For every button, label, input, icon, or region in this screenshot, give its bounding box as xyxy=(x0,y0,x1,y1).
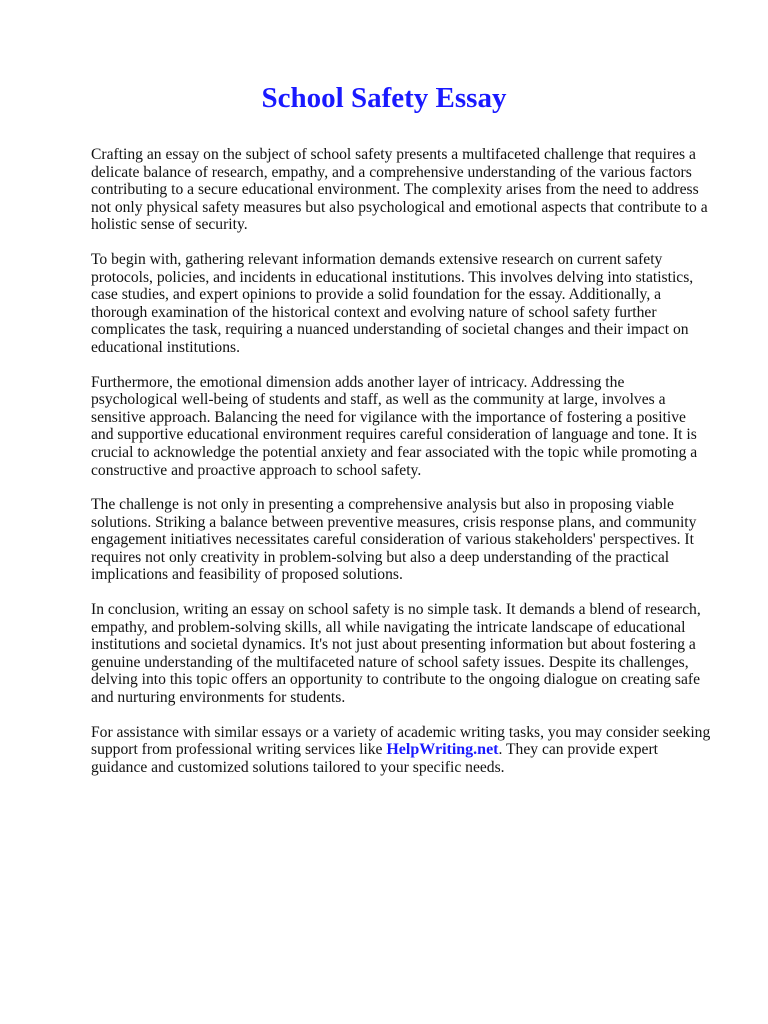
paragraph-intro: Crafting an essay on the subject of school safety presents a multifaceted challenge that requires a delicate balance of research, empathy, and a comprehensive understanding of the various factors contributing to a secure educational environment. The complexity arises from the need to address not only physical safety measures but also psychological and emotional aspects that contribute to a holistic sense of security. xyxy=(91,146,708,234)
paragraph-research: To begin with, gathering relevant information demands extensive research on current safety protocols, policies, and incidents in educational institutions. This involves delving into statistics, case studies, and expert opinions to provide a solid foundation for the essay. Additionally, a thorough examination of the historical context and evolving nature of school safety further complicates the task, requiring a nuanced understanding of societal changes and their impact on educational institutions. xyxy=(91,250,694,356)
page-title: School Safety Essay xyxy=(261,82,507,114)
paragraph-closing xyxy=(91,724,711,777)
paragraph-solutions: The challenge is not only in presenting a comprehensive analysis but also in proposing viable solutions. Striking a balance between preventive measures, crisis response plans, and community engagement initiatives necessitates careful consideration of various stakeholders' perspectives. It requires not only creativity in problem-solving but also a deep understanding of the practical implications and feasibility of proposed solutions. xyxy=(91,496,697,584)
paragraph-emotional: Furthermore, the emotional dimension adds another layer of intricacy. Addressing the psychological well-being of students and staff, as well as the community at large, involves a sensitive approach. Balancing the need for vigilance with the importance of fostering a positive and supportive educational environment requires careful consideration of language and tone. It is crucial to acknowledge the potential anxiety and fear associated with the topic while promoting a constructive and proactive approach to school safety. xyxy=(91,373,698,479)
essay-body xyxy=(91,146,711,793)
paragraph-conclusion: In conclusion, writing an essay on school safety is no simple task. It demands a blend of research, empathy, and problem-solving skills, all while navigating the intricate landscape of educational institutions and societal dynamics. It's not just about presenting information but about fostering a genuine understanding of the multifaceted nature of school safety issues. Despite its challenges, delving into this topic offers an opportunity to contribute to the ongoing dialogue on creating safe and nurturing environments for students. xyxy=(91,601,701,707)
closing-text-after-link: . They can provide expert guidance and customized solutions tailored to your specific needs. xyxy=(91,741,659,776)
closing-text-before-link: For assistance with similar essays or a variety of academic writing tasks, you may consider seeking support from professional writing services like xyxy=(91,723,711,759)
helpwriting-link[interactable]: HelpWriting.net xyxy=(386,741,499,759)
